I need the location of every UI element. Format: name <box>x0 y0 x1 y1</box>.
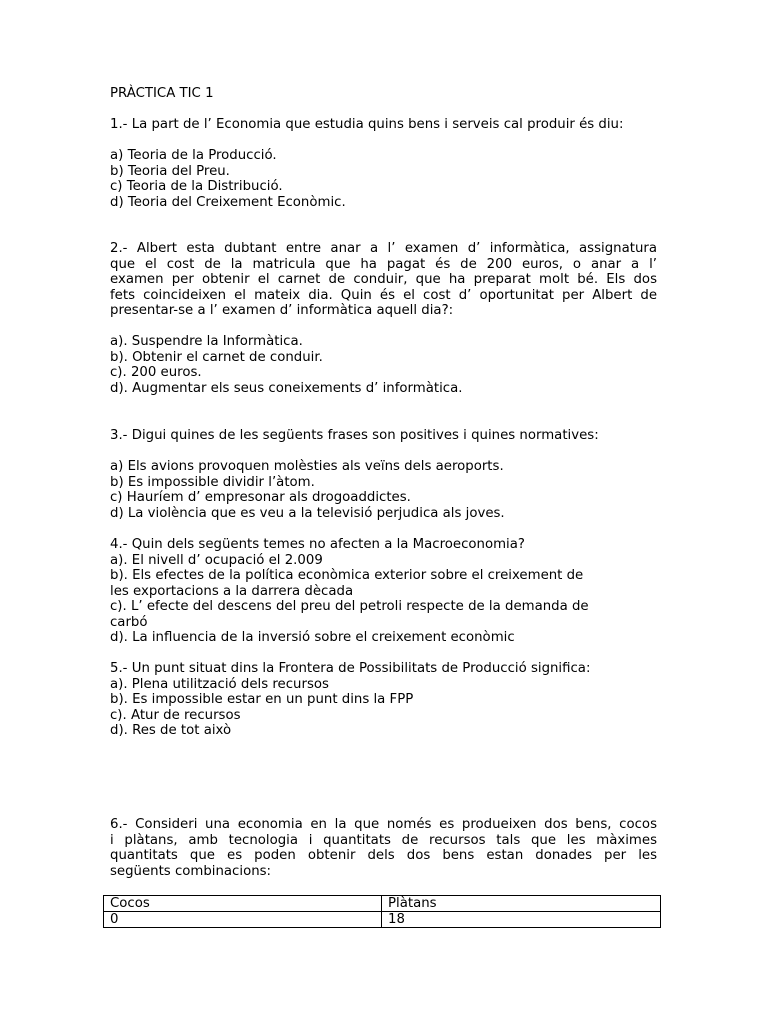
question-4-line: a). El nivell d’ ocupació el 2.009 <box>110 552 323 568</box>
option-c: c) Hauríem d’ empresonar als drogoaddictes. <box>110 490 411 505</box>
option-d: d). Res de tot això <box>110 723 232 738</box>
option-b: b). Obtenir el carnet de conduir. <box>110 349 323 365</box>
option-a: a). Suspendre la Informàtica. <box>110 334 303 349</box>
table-header-cell: Plàtans <box>382 896 661 912</box>
question-2-line: 2.- Albert esta dubtant entre anar a l’ examen d’ informàtica, assignatura <box>110 241 657 256</box>
question-3 <box>110 428 657 444</box>
question-6-line: següents combinacions: <box>110 863 272 879</box>
option-d: d) La violència que es veu a la televisió perjudica als joves. <box>110 505 505 521</box>
table-cell: 0 <box>104 912 382 928</box>
table-header-cell: Cocos <box>104 896 382 912</box>
question-4-line: b). Els efectes de la política econòmica exterior sobre el creixement de <box>110 568 584 583</box>
question-4-line: les exportacions a la darrera dècada <box>110 583 354 599</box>
option-a: a) Els avions provoquen molèsties als veïns dels aeroports. <box>110 459 504 474</box>
question-2-line: presentar-se a l’ examen d’ informàtica aquell dia?: <box>110 303 454 318</box>
question-3-text: 3.- Digui quines de les següents frases son positives i quines normatives: <box>110 428 599 443</box>
question-5-text: 5.- Un punt situat dins la Frontera de Possibilitats de Producció significa: <box>110 661 591 676</box>
combinations-table <box>103 895 661 928</box>
question-1-text: 1.- La part de l’ Economia que estudia quins bens i serveis cal produir és diu: <box>110 117 624 132</box>
question-4-line: carbó <box>110 614 148 630</box>
question-2-line: fets coincideixen el mateix dia. Quin és el cost d’ oportunitat per Albert de <box>110 287 657 303</box>
option-b: b) Teoria del Preu. <box>110 163 230 179</box>
question-6 <box>110 817 657 879</box>
option-c: c). 200 euros. <box>110 365 202 380</box>
option-a: a). Plena utilització dels recursos <box>110 676 329 692</box>
option-a: a) Teoria de la Producció. <box>110 148 277 163</box>
question-1 <box>110 117 657 133</box>
option-b: b) Es impossible dividir l’àtom. <box>110 474 315 490</box>
question-4 <box>110 537 657 646</box>
option-c: c) Teoria de la Distribució. <box>110 179 283 194</box>
question-4-text: 4.- Quin dels següents temes no afecten a la Macroeconomia? <box>110 537 525 552</box>
question-6-line: 6.- Consideri una economia en la que només es produeixen dos bens, cocos <box>110 817 657 832</box>
table-row <box>104 912 661 928</box>
document-title <box>110 86 657 102</box>
table-header-row <box>104 896 661 912</box>
question-2 <box>110 241 657 319</box>
title-text: PRÀCTICA TIC 1 <box>110 86 214 101</box>
question-2-line: que el cost de la matricula que ha pagat és de 200 euros, o anar a l’ <box>110 256 657 272</box>
option-c: c). Atur de recursos <box>110 707 241 723</box>
question-6-line: quantitats que es poden obtenir dels dos bens estan donades per les <box>110 848 657 863</box>
question-1-options <box>110 148 657 210</box>
question-5 <box>110 661 657 739</box>
question-3-options <box>110 459 657 521</box>
question-4-line: c). L’ efecte del descens del preu del petroli respecte de la demanda de <box>110 599 589 614</box>
table-cell: 18 <box>382 912 661 928</box>
question-2-options <box>110 334 657 396</box>
option-b: b). Es impossible estar en un punt dins la FPP <box>110 692 414 707</box>
option-d: d). Augmentar els seus coneixements d’ informàtica. <box>110 380 463 396</box>
option-d: d) Teoria del Creixement Econòmic. <box>110 194 346 210</box>
question-4-line: d). La influencia de la inversió sobre el creixement econòmic <box>110 630 515 645</box>
question-6-line: i plàtans, amb tecnologia i quantitats de recursos tals que les màximes <box>110 832 657 848</box>
question-2-line: examen per obtenir el carnet de conduir, que ha preparat molt bé. Els dos <box>110 272 657 287</box>
